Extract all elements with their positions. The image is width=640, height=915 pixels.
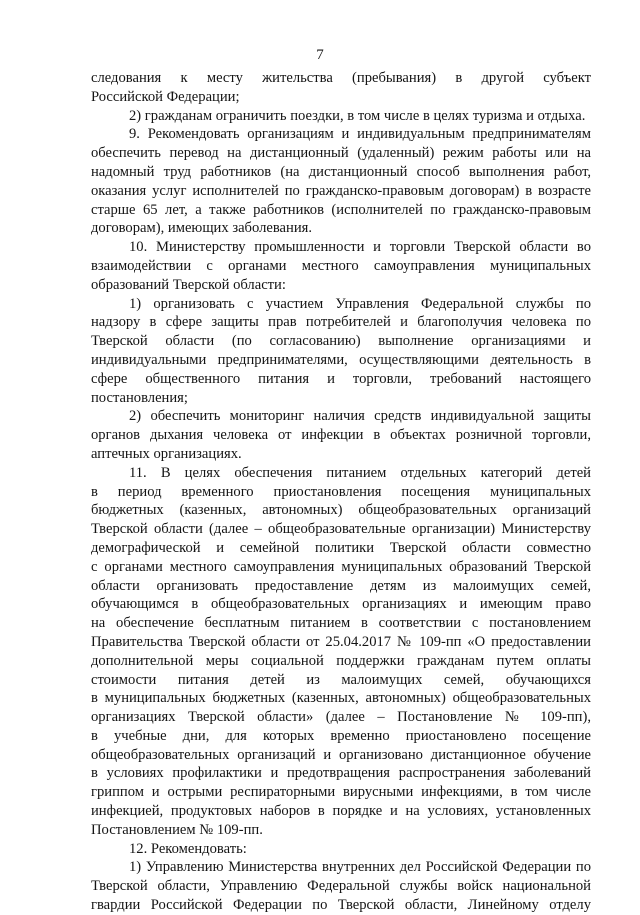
text-line: 9. Рекомендовать организациям и индивидуальным предпринимателям: [129, 126, 591, 143]
text-line: в муниципальных бюджетных (казенных, автономных) общеобразовательных: [91, 690, 591, 707]
text-line: надзору в сфере защиты прав потребителей и благополучия человека по: [91, 314, 591, 331]
text-line: Тверской области (далее – общеобразовательные организации) Министерству: [91, 521, 591, 538]
text-line: демографической и семейной политики Тверской области совместно: [91, 539, 591, 556]
text-line: оказания услуг исполнителей по гражданско-правовым договорам) в возрасте: [91, 182, 591, 199]
document-body: [91, 69, 591, 915]
text-line: организациях Тверской области» (далее – Постановление № 109-пп),: [91, 709, 591, 726]
text-line: следования к месту жительства (пребывания) в другой субъект: [91, 70, 591, 86]
text-line: в учебные дни, для которых временно приостановлено посещение: [91, 727, 591, 744]
text-line: образований Тверской области:: [91, 276, 286, 293]
text-line: гриппом и острыми респираторными вирусными инфекциями, в том числе: [91, 784, 591, 801]
page-number: 7: [316, 47, 324, 63]
text-line: стоимости питания детей из малоимущих семей, обучающихся: [91, 671, 591, 688]
text-line: сфере общественного питания и торговли, требований настоящего: [91, 370, 591, 387]
text-line: договорам), имеющих заболевания.: [91, 220, 313, 237]
text-line: Постановлением № 109-пп.: [91, 821, 263, 838]
text-line: взаимодействии с органами местного самоуправления муниципальных: [91, 257, 591, 274]
text-line: 2) обеспечить мониторинг наличия средств индивидуальной защиты: [129, 408, 591, 425]
text-line: индивидуальными предпринимателями, осуществляющими деятельность в: [91, 351, 591, 368]
text-line: надомный труд работников (на дистанционный способ выполнения работ,: [91, 163, 591, 180]
text-line: в условиях профилактики и предотвращения распространения заболеваний: [91, 765, 591, 782]
text-line: органов дыхания человека от инфекции в объектах розничной торговли,: [91, 427, 591, 444]
text-line: 12. Рекомендовать:: [129, 840, 247, 857]
text-line: Тверской области (по согласованию) выполнение организациями и: [91, 333, 591, 350]
text-line: постановления;: [91, 389, 188, 406]
text-line: Тверской области, Управлению Федеральной службы войск национальной: [91, 878, 591, 895]
text-line: с органами местного самоуправления муниципальных образований Тверской: [91, 558, 591, 575]
text-line: Правительства Тверской области от 25.04.2017 № 109-пп «О предоставлении: [91, 633, 591, 650]
text-line: 1) организовать с участием Управления Федеральной службы по: [129, 295, 591, 312]
text-line: аптечных организациях.: [91, 445, 242, 462]
text-line: 11. В целях обеспечения питанием отдельных категорий детей: [129, 464, 591, 481]
text-line: обеспечить перевод на дистанционный (удаленный) режим работы или на: [91, 145, 591, 162]
text-line: общеобразовательных организаций и организовано дистанционное обучение: [91, 746, 591, 763]
text-line: гвардии Российской Федерации по Тверской области, Линейному отделу: [91, 897, 591, 914]
text-line: Российской Федерации;: [91, 88, 240, 105]
text-line: бюджетных (казенных, автономных) общеобразовательных организаций: [91, 502, 591, 519]
text-line: инфекцией, продуктовых наборов в порядке и на условиях, установленных: [91, 803, 591, 820]
text-line: обучающимся в общеобразовательных организациях и имеющим право: [91, 596, 591, 613]
text-line: 10. Министерству промышленности и торговли Тверской области во: [129, 239, 591, 256]
text-line: 1) Управлению Министерства внутренних дел Российской Федерации по: [129, 859, 591, 876]
text-line: в период временного приостановления посещения муниципальных: [91, 483, 591, 500]
text-line: на обеспечение бесплатным питанием в соответствии с постановлением: [91, 615, 591, 632]
text-line: области организовать предоставление детям из малоимущих семей,: [91, 577, 591, 594]
text-line: дополнительной меры социальной поддержки гражданам путем оплаты: [91, 652, 591, 669]
text-line: 2) гражданам ограничить поездки, в том числе в целях туризма и отдыха.: [129, 107, 586, 124]
text-line: старше 65 лет, а также работников (исполнителей по гражданско-правовым: [91, 201, 591, 218]
